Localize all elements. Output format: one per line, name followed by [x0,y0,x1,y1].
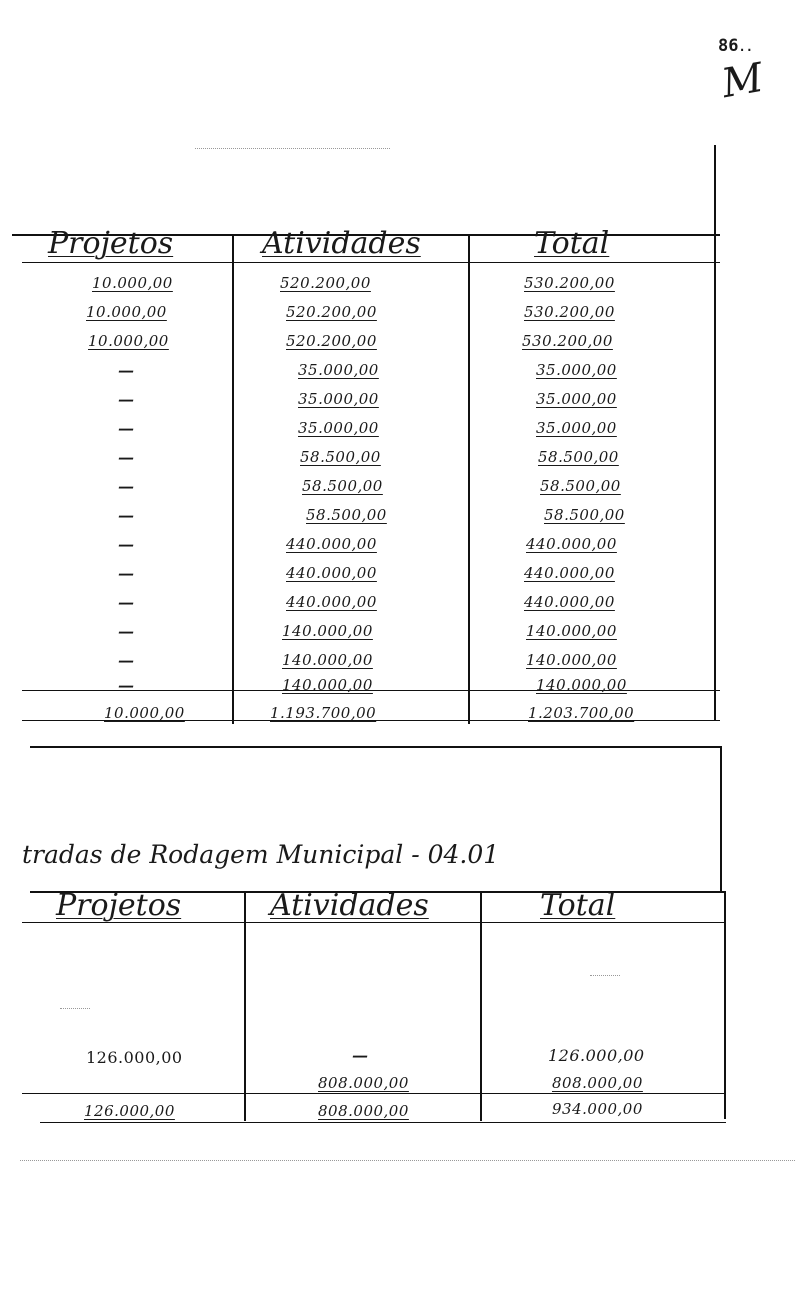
t2-r2-total: 808.000,00 [552,1074,643,1092]
t1-r10-atividades: 440.000,00 [286,535,377,553]
t1-r9-atividades: 58.500,00 [306,506,387,524]
t1-r1-atividades: 520.200,00 [280,274,371,292]
t1-r9-total: 58.500,00 [544,506,625,524]
t1-r7-projetos: — [118,448,134,467]
t1-r14-projetos: — [118,651,134,670]
t1-r1-projetos: 10.000,00 [92,274,173,292]
table1-header-projetos: Projetos [48,226,174,261]
table2-total-rule [22,1093,724,1094]
table2-bottom-rule [40,1122,726,1123]
t1-r13-projetos: — [118,622,134,641]
table1-divider-2 [468,234,470,724]
t1-total-total: 1.203.700,00 [528,704,635,722]
section2-separator-right [720,746,722,891]
t1-r10-total: 440.000,00 [526,535,617,553]
table1-header-rule [22,262,720,263]
t1-r3-total: 530.200,00 [522,332,613,350]
t1-r1-total: 530.200,00 [524,274,615,292]
t1-r10-projetos: — [118,535,134,554]
t2-r2-atividades: 808.000,00 [318,1074,409,1092]
t1-r12-projetos: — [118,593,134,612]
t1-r8-projetos: — [118,477,134,496]
page-number: 86.. [718,36,753,56]
table2-header-total: Total [540,888,616,923]
t1-r2-projetos: 10.000,00 [86,303,167,321]
t1-r14-atividades: 140.000,00 [282,651,373,669]
section2-title: tradas de Rodagem Municipal - 04.01 [22,840,500,869]
table2-header-projetos: Projetos [56,888,182,923]
t1-r5-projetos: — [118,390,134,409]
t1-r9-projetos: — [118,506,134,525]
t1-r4-atividades: 35.000,00 [298,361,379,379]
t1-r12-atividades: 440.000,00 [286,593,377,611]
t1-r12-total: 440.000,00 [524,593,615,611]
t1-r6-projetos: — [118,419,134,438]
t1-r8-atividades: 58.500,00 [302,477,383,495]
initials-signature: M [718,54,767,108]
table1-header-total: Total [534,226,610,261]
table1-header-atividades: Atividades [262,226,421,261]
t2-total-projetos: 126.000,00 [84,1102,175,1120]
t1-r2-total: 530.200,00 [524,303,615,321]
t1-r11-atividades: 440.000,00 [286,564,377,582]
table2-header-atividades: Atividades [270,888,429,923]
t1-r7-atividades: 58.500,00 [300,448,381,466]
t2-r1-total: 126.000,00 [548,1046,645,1065]
t1-r7-total: 58.500,00 [538,448,619,466]
t1-r11-total: 440.000,00 [524,564,615,582]
faint-mark [60,1008,90,1009]
t1-r5-atividades: 35.000,00 [298,390,379,408]
faint-mark [590,975,620,976]
table1-divider-1 [232,234,234,724]
t1-r8-total: 58.500,00 [540,477,621,495]
t1-r4-projetos: — [118,361,134,380]
t1-r14-total: 140.000,00 [526,651,617,669]
table2-right-border [724,891,726,1119]
t2-total-atividades: 808.000,00 [318,1102,409,1120]
t1-r2-atividades: 520.200,00 [286,303,377,321]
t1-r6-total: 35.000,00 [536,419,617,437]
t1-r15-atividades: 140.000,00 [282,676,373,694]
t1-r13-atividades: 140.000,00 [282,622,373,640]
t1-total-atividades: 1.193.700,00 [270,704,377,722]
t1-r3-atividades: 520.200,00 [286,332,377,350]
t1-r13-total: 140.000,00 [526,622,617,640]
t1-r5-total: 35.000,00 [536,390,617,408]
t2-r1-atividades: — [352,1046,368,1065]
t1-r6-atividades: 35.000,00 [298,419,379,437]
table1-right-border [714,145,716,720]
t1-total-projetos: 10.000,00 [104,704,185,722]
t2-total-total: 934.000,00 [552,1100,643,1118]
t1-r15-total: 140.000,00 [536,676,627,694]
table2-divider-1 [244,891,246,1121]
t1-r3-projetos: 10.000,00 [88,332,169,350]
t1-r15-projetos: — [118,676,134,695]
faint-mark [20,1160,795,1161]
t1-r11-projetos: — [118,564,134,583]
table2-divider-2 [480,891,482,1121]
section2-separator [30,746,720,748]
t2-r1-projetos: 126.000,00 [86,1048,183,1067]
t1-r4-total: 35.000,00 [536,361,617,379]
faint-mark [195,148,390,149]
